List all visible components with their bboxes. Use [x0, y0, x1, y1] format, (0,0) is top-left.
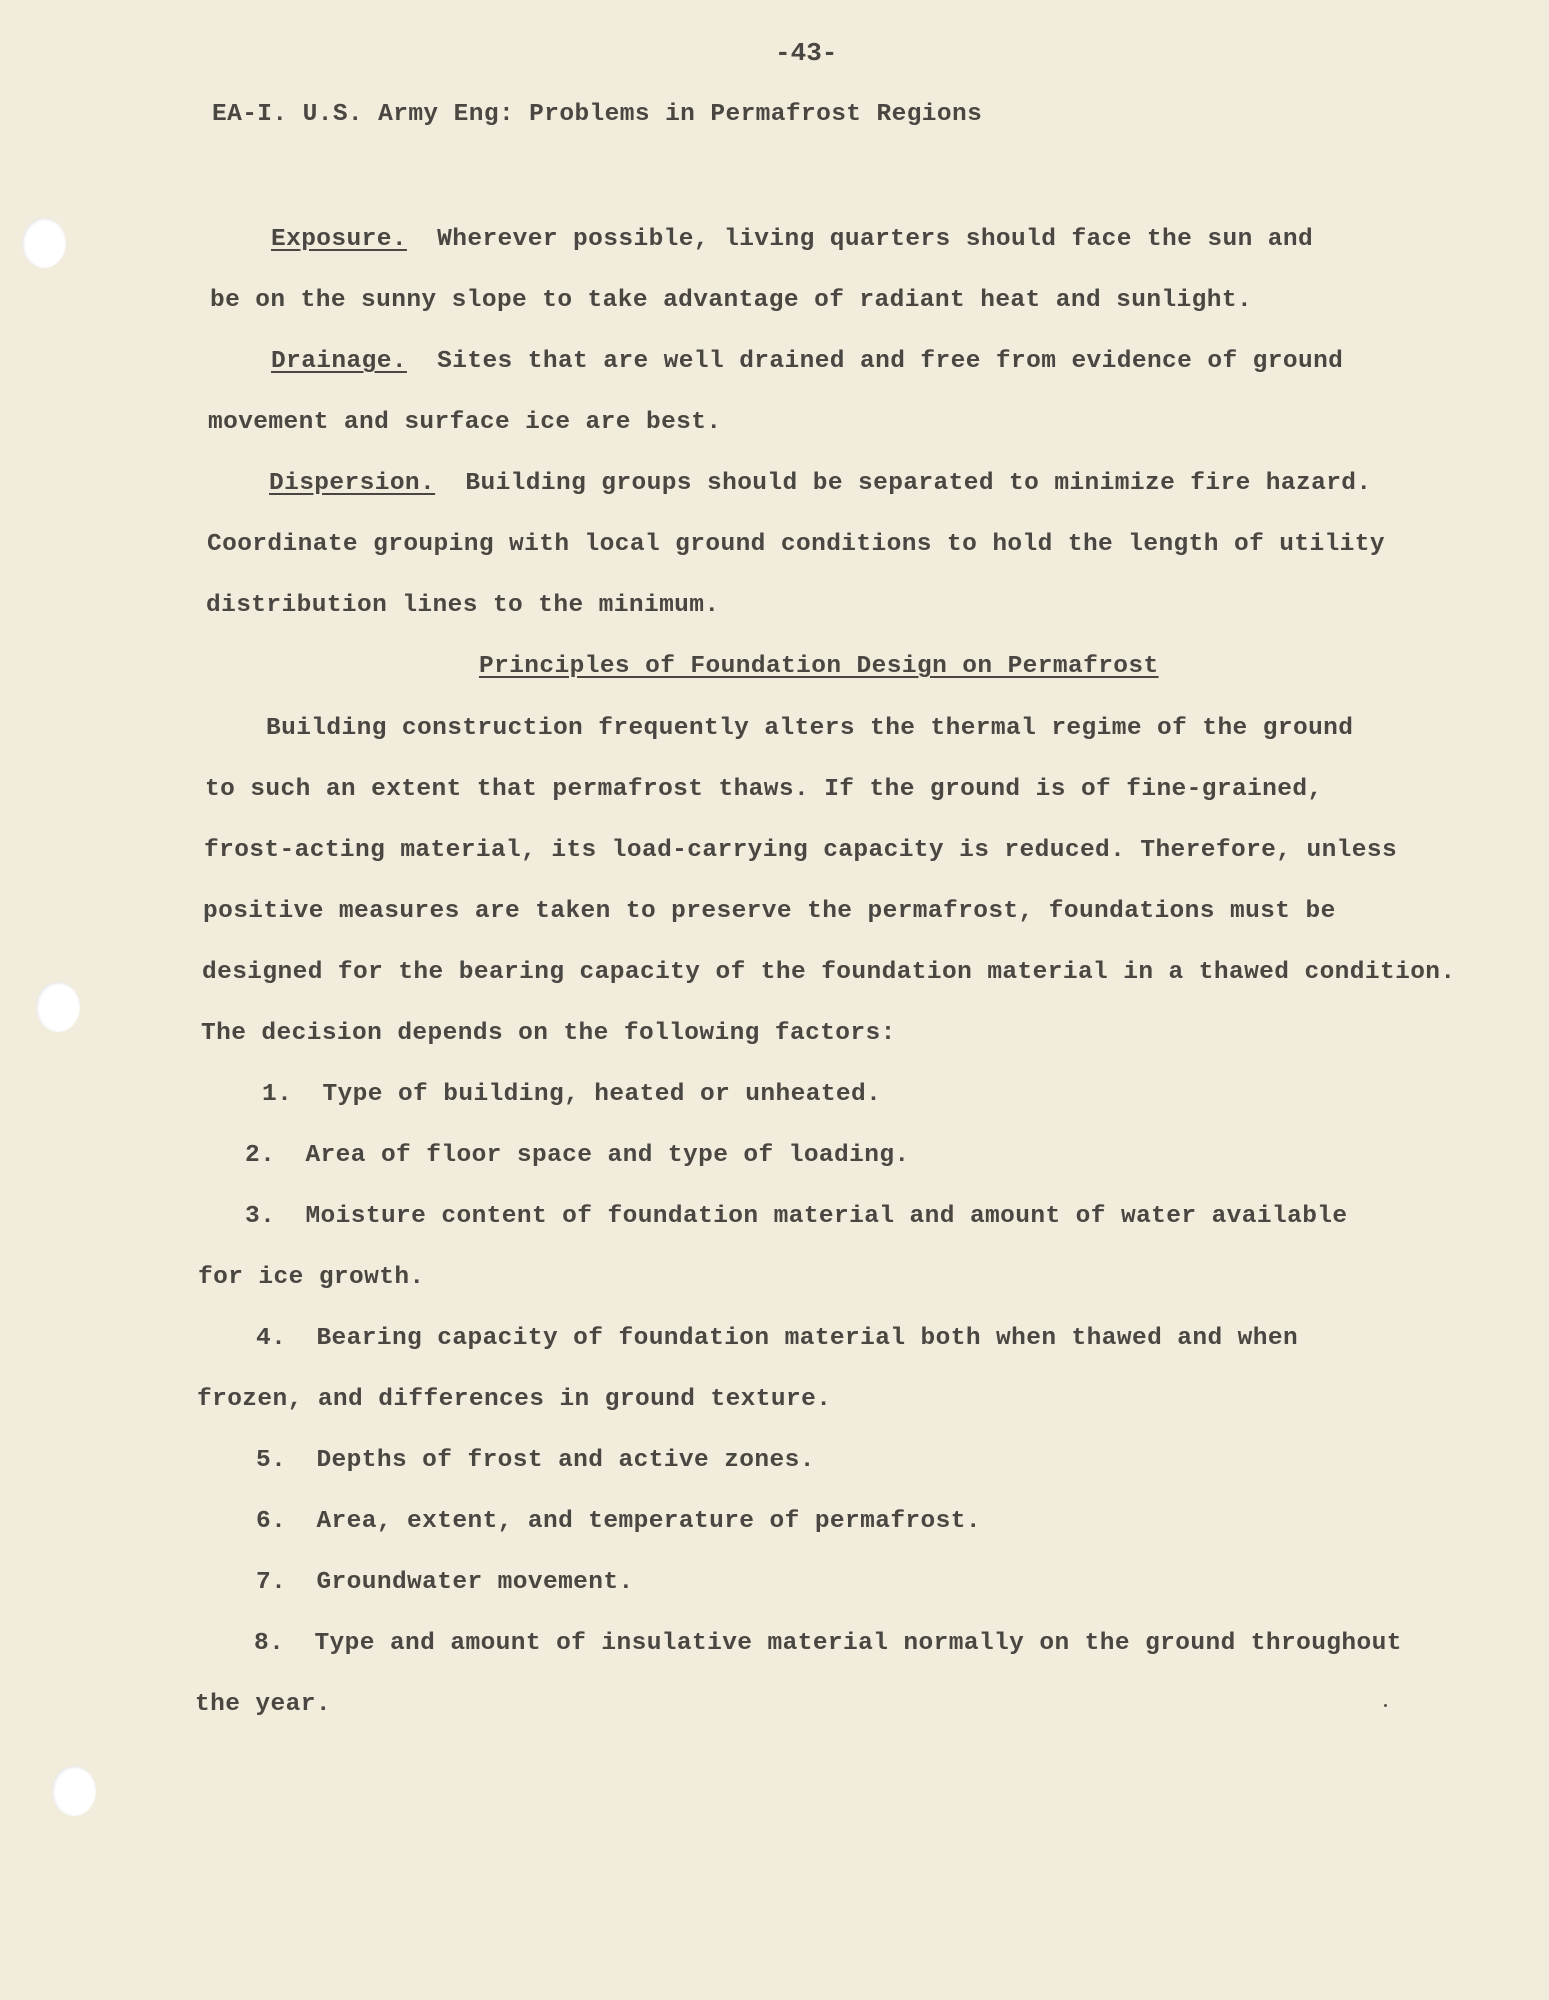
body-text-line: frost-acting material, its load-carrying capacity is reduced. Therefore, unless	[204, 837, 1398, 864]
factor-text: Type and amount of insulative material normally on the ground throughout	[314, 1630, 1402, 1657]
factor-number: 8.	[254, 1630, 285, 1657]
factor-continuation: frozen, and differences in ground texture.	[197, 1386, 832, 1413]
drainage-heading: Drainage.	[271, 348, 407, 375]
body-text-line: designed for the bearing capacity of the foundation material in a thawed condition.	[202, 959, 1456, 986]
factor-number: 1.	[262, 1081, 293, 1108]
punch-hole-top	[22, 218, 66, 268]
dispersion-heading: Dispersion.	[269, 470, 436, 497]
factor-text: Bearing capacity of foundation material both when thawed and when	[316, 1325, 1299, 1352]
factor-continuation: for ice growth.	[198, 1264, 425, 1291]
document-header: EA-I. U.S. Army Eng: Problems in Permafrost Regions	[212, 101, 983, 128]
factor-text: Moisture content of foundation material and amount of water available	[305, 1203, 1348, 1230]
factor-item	[245, 1202, 1348, 1232]
factor-text: Area, extent, and temperature of permafrost.	[316, 1508, 981, 1535]
factor-item	[262, 1080, 881, 1110]
factor-text: Depths of frost and active zones.	[316, 1447, 815, 1474]
dispersion-text-line: distribution lines to the minimum.	[206, 592, 720, 619]
factor-text: Area of floor space and type of loading.	[305, 1142, 910, 1169]
factor-text: Groundwater movement.	[316, 1569, 634, 1596]
factor-number: 4.	[256, 1325, 287, 1352]
factor-number: 3.	[245, 1203, 276, 1230]
punch-hole-middle	[36, 982, 80, 1032]
dispersion-paragraph	[269, 469, 1372, 499]
factor-item	[256, 1446, 815, 1476]
paper-speck	[1384, 1704, 1387, 1707]
factor-item	[256, 1324, 1298, 1354]
drainage-text-line: movement and surface ice are best.	[208, 409, 722, 436]
factor-item	[256, 1568, 634, 1598]
factor-text: Type of building, heated or unheated.	[322, 1081, 882, 1108]
factor-number: 7.	[256, 1569, 287, 1596]
body-text-line: Building construction frequently alters the thermal regime of the ground	[266, 715, 1354, 742]
factor-number: 2.	[245, 1142, 276, 1169]
section-title: Principles of Foundation Design on Permafrost	[479, 653, 1159, 680]
dispersion-text-line: Building groups should be separated to minimize fire hazard.	[465, 470, 1372, 497]
punch-hole-bottom	[52, 1766, 96, 1816]
factor-continuation: the year.	[195, 1691, 331, 1718]
factor-number: 5.	[256, 1447, 287, 1474]
factor-number: 6.	[256, 1508, 287, 1535]
exposure-paragraph	[271, 225, 1313, 255]
drainage-text-line: Sites that are well drained and free from evidence of ground	[437, 348, 1344, 375]
dispersion-text-line: Coordinate grouping with local ground conditions to hold the length of utility	[207, 531, 1385, 558]
exposure-text-line: be on the sunny slope to take advantage of radiant heat and sunlight.	[210, 287, 1253, 314]
factor-item	[254, 1629, 1402, 1659]
factor-item	[245, 1141, 910, 1171]
exposure-text-line: Wherever possible, living quarters should face the sun and	[437, 226, 1314, 253]
body-text-line: to such an extent that permafrost thaws. If the ground is of fine-grained,	[205, 776, 1323, 803]
body-text-line: The decision depends on the following factors:	[201, 1020, 896, 1047]
page-number: -43-	[775, 38, 838, 68]
factor-item	[256, 1507, 981, 1537]
body-text-line: positive measures are taken to preserve the permafrost, foundations must be	[203, 898, 1336, 925]
drainage-paragraph	[271, 347, 1343, 377]
exposure-heading: Exposure.	[271, 226, 407, 253]
